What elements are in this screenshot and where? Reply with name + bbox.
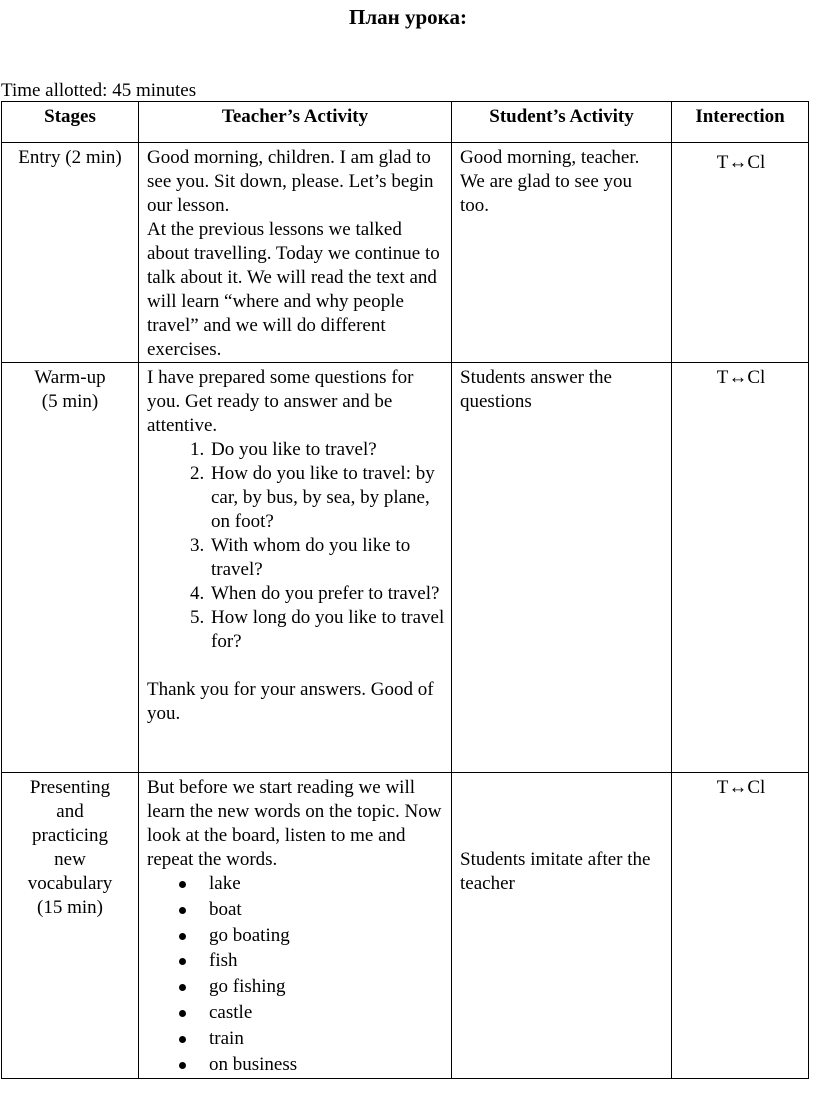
bullet-icon xyxy=(179,958,186,965)
list-item xyxy=(209,1053,445,1079)
student-text: Students imitate after the teacher xyxy=(460,849,651,894)
time-allotted: Time allotted: 45 minutes xyxy=(1,80,197,101)
table-row-warm-up xyxy=(2,363,809,773)
interaction-cell xyxy=(672,773,809,1079)
vocabulary-word: go fishing xyxy=(209,976,286,998)
list-item: 3. With whom do you like to travel? xyxy=(209,534,445,582)
teacher-activity-cell xyxy=(139,143,452,363)
list-item xyxy=(209,898,445,924)
vocabulary-word: boat xyxy=(209,898,242,920)
list-item: 1. Do you like to travel? xyxy=(209,438,445,462)
header-interaction: Interection xyxy=(672,102,809,143)
stage-cell xyxy=(2,363,139,773)
page-title: План урока: xyxy=(349,5,467,29)
header-teacher-activity: Teacher’s Activity xyxy=(139,102,452,143)
bullet-icon xyxy=(179,1010,186,1017)
questions-list xyxy=(147,438,445,654)
student-activity-cell xyxy=(452,143,672,363)
stage-label: new xyxy=(54,849,86,870)
vocabulary-list xyxy=(147,872,445,1078)
student-text: Good morning, teacher. We are glad to see you too. xyxy=(460,147,640,216)
list-item: 4. When do you prefer to travel? xyxy=(209,582,445,606)
bullet-icon xyxy=(179,984,186,991)
teacher-activity-cell xyxy=(139,363,452,773)
list-item xyxy=(209,949,445,975)
student-activity-cell xyxy=(452,773,672,1079)
bullet-icon xyxy=(179,933,186,940)
stage-duration: (15 min) xyxy=(37,897,103,918)
stage-label: vocabulary xyxy=(27,873,113,894)
table-row-entry xyxy=(2,143,809,363)
table-row-vocabulary xyxy=(2,773,809,1079)
interaction-label: T↔Cl xyxy=(716,152,766,173)
header-stages: Stages xyxy=(2,102,139,143)
teacher-activity-cell xyxy=(139,773,452,1079)
vocabulary-word: train xyxy=(209,1027,244,1049)
stage-label: and xyxy=(56,801,84,822)
interaction-label: T↔Cl xyxy=(716,367,766,388)
student-activity-cell xyxy=(452,363,672,773)
list-item xyxy=(209,872,445,898)
teacher-text: At the previous lessons we talked about travelling. Today we continue to talk about it. We will read the text and will learn “where and why people travel” and we will do different exercises. xyxy=(147,219,440,360)
list-item xyxy=(209,975,445,1001)
header-student-activity: Student’s Activity xyxy=(452,102,672,143)
vocabulary-word: on business xyxy=(209,1053,298,1075)
teacher-text: But before we start reading we will learn the new words on the topic. Now look at the board, listen to me and repeat the words. xyxy=(147,777,442,870)
teacher-text: I have prepared some questions for you. Get ready to answer and be attentive. xyxy=(147,367,414,436)
interaction-cell xyxy=(672,143,809,363)
stage-cell xyxy=(2,773,139,1079)
bullet-icon xyxy=(179,881,186,888)
list-item xyxy=(209,1027,445,1053)
table-header-row xyxy=(2,102,809,143)
stage-label: Warm-up xyxy=(34,367,106,388)
bullet-icon xyxy=(179,1036,186,1043)
student-text: Students answer the questions xyxy=(460,367,612,412)
teacher-text: Thank you for your answers. Good of you. xyxy=(147,679,434,724)
list-item: 5. How long do you like to travel for? xyxy=(209,606,445,654)
interaction-label: T↔Cl xyxy=(716,777,766,798)
vocabulary-word: fish xyxy=(209,950,238,972)
teacher-text: Good morning, children. I am glad to see you. Sit down, please. Let’s begin our lesson. xyxy=(147,147,434,216)
bullet-icon xyxy=(179,907,186,914)
vocabulary-word: go boating xyxy=(209,924,290,946)
stage-duration: (5 min) xyxy=(41,391,99,412)
stage-cell xyxy=(2,143,139,363)
bullet-icon xyxy=(179,1062,186,1069)
vocabulary-word: lake xyxy=(209,873,241,894)
stage-label: Presenting xyxy=(29,777,111,798)
list-item xyxy=(209,1001,445,1027)
lesson-plan-table xyxy=(1,101,809,1079)
stage-label: practicing xyxy=(32,825,108,846)
stage-label: Entry (2 min) xyxy=(18,147,122,168)
list-item: 2. How do you like to travel: by car, by bus, by sea, by plane, on foot? xyxy=(209,462,445,534)
interaction-cell xyxy=(672,363,809,773)
vocabulary-word: castle xyxy=(209,1001,253,1023)
list-item xyxy=(209,924,445,950)
